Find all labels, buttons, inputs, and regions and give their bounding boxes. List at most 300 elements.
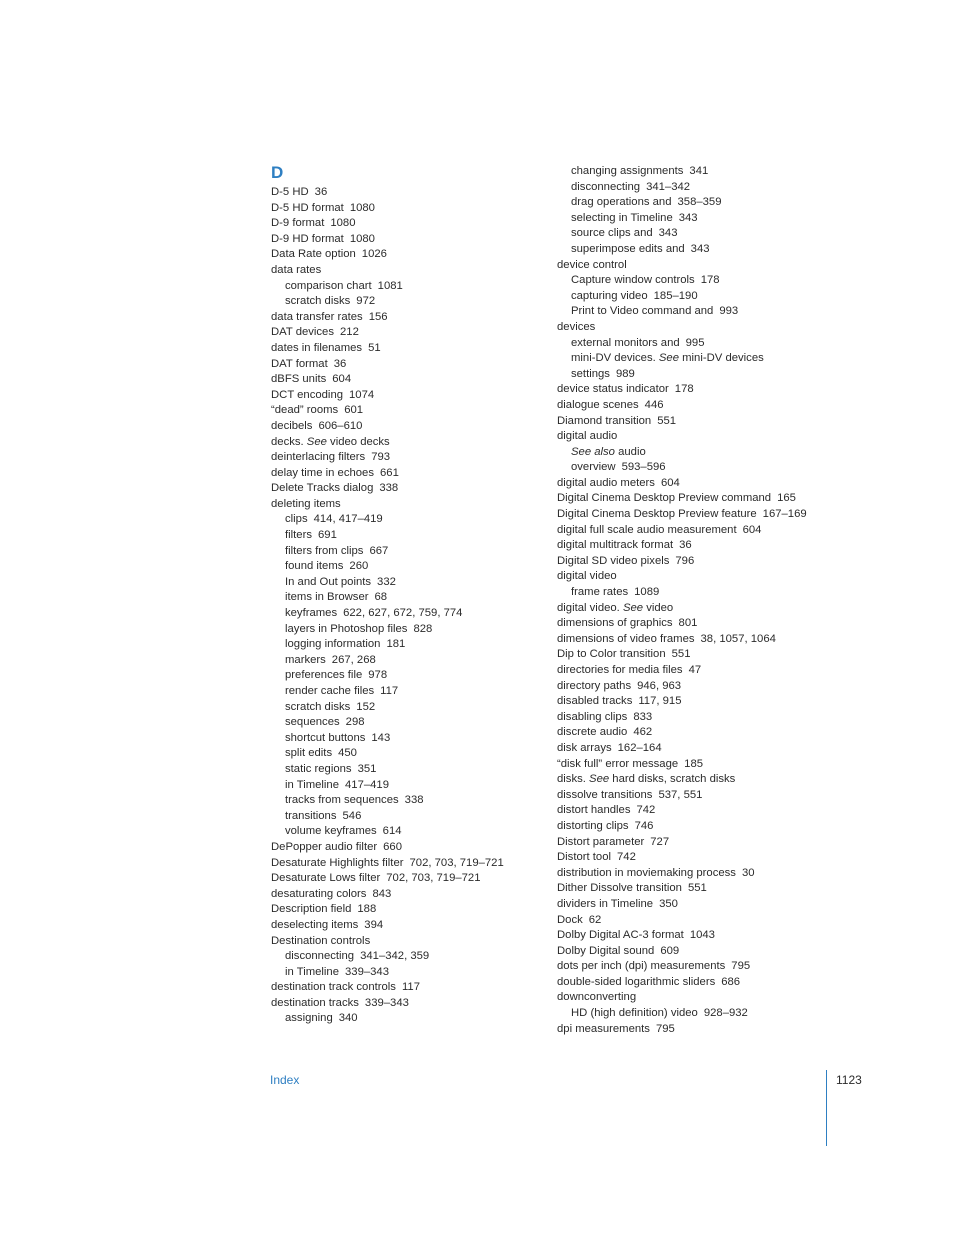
index-term: D-5 HD format [271,201,344,214]
index-entry [271,450,504,466]
index-entry [557,788,807,804]
index-term: DCT encoding [271,388,344,401]
index-entry [557,959,807,975]
index-entry [557,476,807,492]
page-reference[interactable]: 450 [338,747,357,760]
index-term: dissolve transitions [557,788,653,801]
index-entry [271,700,504,716]
index-entry [271,403,504,419]
index-term: overview [571,461,616,474]
index-term: preferences file [285,669,363,682]
index-term: Print to Video command and [571,305,714,318]
index-entry [271,528,504,544]
page-reference[interactable]: 332 [377,575,396,588]
index-term: distorting clips [557,819,629,832]
index-entry [271,637,504,653]
index-term: destination tracks [271,996,359,1009]
index-term: desaturating colors [271,887,367,900]
index-entry [271,512,504,528]
index-term: found items [285,560,344,573]
page-reference[interactable]: 152 [356,700,376,713]
index-entry [271,497,504,513]
index-entry [557,273,807,289]
index-entry [557,351,807,367]
index-entry [557,491,807,507]
see-reference-target[interactable]: hard disks, scratch disks [612,773,736,786]
index-term: Distort tool [557,851,611,864]
index-entry [557,881,807,897]
index-term: Digital Cinema Desktop Preview command [557,492,772,505]
page-reference[interactable]: 338 [379,482,399,495]
page-reference[interactable]: 993 [719,305,739,318]
page-reference[interactable]: 117 [401,981,420,994]
page-reference[interactable]: 62 [588,913,602,926]
page-reference[interactable]: 260 [349,560,369,573]
index-entry [557,180,807,196]
page-reference[interactable]: 341–342 [646,180,691,193]
index-entry [271,887,504,903]
page-reference[interactable]: 593–596 [621,461,666,474]
index-entry [557,242,807,258]
index-term: clips [285,513,308,526]
index-entry [557,975,807,991]
index-term: shortcut buttons [285,731,366,744]
index-term: static regions [285,762,352,775]
page-reference[interactable]: 978 [368,669,388,682]
index-entry [271,746,504,762]
page-reference[interactable]: 795 [731,960,751,973]
index-term: layers in Photoshop files [285,622,408,635]
page-reference[interactable]: 341 [689,165,709,177]
index-term: superimpose edits and [571,242,685,255]
index-entry [557,772,807,788]
index-term: device control [557,258,627,271]
index-entry [557,320,807,336]
see-reference-label: See [622,601,644,614]
index-term: dialogue scenes [557,398,639,411]
footer-divider [826,1070,827,1146]
page-reference[interactable]: 339–343 [345,965,389,978]
index-entry [557,694,807,710]
page-reference[interactable]: 341–342, 359 [360,950,430,963]
page-reference[interactable]: 1081 [377,279,403,292]
page-reference[interactable]: 604 [660,476,680,489]
index-term: in Timeline [285,965,339,978]
page-reference[interactable]: 795 [655,1022,675,1035]
index-term: changing assignments [571,165,684,177]
index-entry [557,585,807,601]
page-reference[interactable]: 358–359 [677,196,722,209]
index-term: deinterlacing filters [271,451,366,464]
page-reference[interactable]: 185 [684,757,704,770]
index-entry [557,258,807,274]
index-term: directories for media files [557,664,683,676]
index-term: Delete Tracks dialog [271,482,374,495]
page-reference[interactable]: 462 [633,726,653,739]
index-entry [557,414,807,430]
page-reference[interactable]: 414, 417–419 [313,513,383,526]
footer-section-label[interactable]: Index [270,1073,300,1087]
index-term: double-sided logarithmic sliders [557,975,716,988]
page-reference[interactable]: 117 [380,685,399,697]
page-reference[interactable]: 833 [633,710,653,723]
index-column-right [557,164,807,1037]
page-reference[interactable]: 340 [338,1012,358,1025]
index-term: dimensions of graphics [557,617,673,630]
index-term: digital video [557,570,617,583]
index-term: disconnecting [571,180,641,193]
index-entry [271,684,504,700]
see-reference-label: See [589,773,610,786]
index-entry [271,294,504,310]
see-reference-target[interactable]: mini-DV devices [682,352,764,365]
index-entry [271,809,504,825]
index-entry [271,949,504,965]
page-reference[interactable]: 702, 703, 719–721 [386,872,481,885]
index-term: items in Browser [285,591,369,604]
index-entry [271,653,504,669]
index-entry [557,1006,807,1022]
page-reference[interactable]: 995 [685,336,705,349]
index-entry [271,544,504,560]
index-entry [271,902,504,918]
index-entry [557,569,807,585]
page-reference[interactable]: 702, 703, 719–721 [409,856,504,869]
index-entry [271,980,504,996]
page-reference[interactable]: 946, 963 [637,679,682,692]
page-reference[interactable]: 972 [356,295,376,308]
index-term: Digital SD video pixels [557,554,670,567]
index-entry-list-left [271,185,504,1027]
page-reference[interactable]: 167–169 [762,508,807,521]
page-reference[interactable]: 212 [340,326,359,339]
page-reference[interactable]: 606–610 [318,419,363,432]
page-reference[interactable]: 181 [386,638,406,651]
index-entry [557,616,807,632]
section-letter: D [271,163,284,182]
index-entry [271,325,504,341]
index-entry [271,778,504,794]
index-entry [271,871,504,887]
index-entry [557,803,807,819]
index-term: Destination controls [271,934,371,947]
index-entry [271,559,504,575]
page-reference[interactable]: 928–932 [703,1007,748,1020]
index-term: DePopper audio filter [271,840,378,853]
page-reference[interactable]: 188 [357,903,377,916]
page-reference[interactable]: 604 [742,523,762,536]
index-term: capturing video [571,289,648,302]
index-entry [557,507,807,523]
page-reference[interactable]: 742 [636,804,656,817]
index-term: Diamond transition [557,414,652,427]
page-reference[interactable]: 1089 [634,586,660,599]
index-entry [557,647,807,663]
index-term: downconverting [557,991,637,1004]
page-reference[interactable]: 746 [634,819,654,832]
index-entry [271,575,504,591]
see-reference-target[interactable]: video [646,601,674,614]
index-entry [557,710,807,726]
page-reference[interactable]: 30 [741,866,755,879]
page-reference[interactable]: 828 [413,622,433,635]
index-entry [271,762,504,778]
index-entry [557,429,807,445]
page-reference[interactable]: 162–164 [617,741,662,754]
index-term: digital audio [557,430,618,443]
index-entry [557,741,807,757]
page-reference[interactable]: 36 [679,539,692,552]
page-reference[interactable]: 661 [380,466,399,479]
page-reference[interactable]: 537, 551 [658,788,703,801]
page-reference[interactable]: 742 [617,851,636,864]
page-reference[interactable]: 793 [371,451,391,464]
page-reference[interactable]: 36 [314,186,328,198]
index-entry [557,164,807,180]
page-reference[interactable]: 727 [650,835,670,848]
index-term: directory paths [557,679,632,692]
index-entry [557,928,807,944]
page-reference[interactable]: 36 [333,357,347,370]
index-column-left [271,163,504,1027]
index-term: assigning [285,1012,333,1025]
index-term: transitions [285,809,337,822]
index-entry [557,725,807,741]
index-term: source clips and [571,227,653,240]
page-reference[interactable]: 601 [344,404,364,417]
index-entry [271,435,504,451]
index-term: D-9 format [271,217,325,230]
page-reference[interactable]: 1026 [361,248,387,261]
index-term: keyframes [285,607,338,620]
page-reference[interactable]: 1080 [330,217,356,230]
page-reference[interactable]: 47 [688,664,702,676]
index-term: discrete audio [557,726,628,739]
index-term: Desaturate Lows filter [271,872,381,885]
index-entry [271,824,504,840]
index-term: logging information [285,638,381,651]
page-reference[interactable]: 1080 [349,232,375,245]
page-reference[interactable]: 1043 [689,929,715,942]
index-term: Dither Dissolve transition [557,882,682,895]
index-term: external monitors and [571,336,680,349]
index-term: frame rates [571,586,629,599]
index-entry [557,632,807,648]
index-entry [557,195,807,211]
page-reference[interactable]: 551 [687,882,707,895]
index-entry [271,668,504,684]
page-reference[interactable]: 609 [660,944,680,957]
see-reference-label: See also [571,445,615,458]
see-reference-label: See [306,435,327,448]
index-term: in Timeline [285,778,339,791]
index-term: disks. [557,773,586,786]
index-term: disconnecting [285,950,355,963]
index-term: device status indicator [557,383,669,396]
index-entry [271,1011,504,1027]
index-term: scratch disks [285,295,351,308]
index-term: deleting items [271,497,341,510]
index-entry [271,590,504,606]
page-reference[interactable]: 51 [368,341,381,354]
index-entry [271,731,504,747]
page-reference[interactable]: 1080 [349,201,375,214]
page-reference[interactable]: 686 [721,975,741,988]
index-term: Data Rate option [271,248,356,261]
index-entry [557,601,807,617]
page-reference[interactable]: 165 [777,492,796,505]
index-entry [271,965,504,981]
index-entry [557,866,807,882]
index-entry [557,850,807,866]
page-reference[interactable]: 614 [382,825,402,838]
index-term: “dead” rooms [271,404,339,417]
index-term: DAT devices [271,326,334,339]
index-term: Dip to Color transition [557,648,666,661]
index-term: Digital Cinema Desktop Preview feature [557,508,757,521]
index-term: comparison chart [285,279,372,292]
index-term: digital video. [557,601,620,614]
index-entry [557,554,807,570]
index-entry [271,232,504,248]
index-entry [557,304,807,320]
see-reference-target[interactable]: video decks [330,435,390,448]
page-reference[interactable]: 298 [345,716,365,729]
page-reference[interactable]: 338 [404,794,424,807]
index-term: settings [571,367,610,380]
page-reference[interactable]: 394 [364,918,384,931]
index-entry [557,398,807,414]
page-reference[interactable]: 660 [383,840,402,853]
page-reference[interactable]: 178 [700,274,720,287]
index-term: distribution in moviemaking process [557,866,736,879]
index-entry [271,996,504,1012]
index-term: Distort parameter [557,835,645,848]
index-term: tracks from sequences [285,794,399,807]
index-entry [271,934,504,950]
index-term: devices [557,320,596,333]
page-reference[interactable]: 546 [342,809,362,822]
index-entry [557,226,807,242]
see-reference-target[interactable]: audio [618,445,646,458]
index-entry [557,679,807,695]
page-reference[interactable]: 667 [369,544,389,557]
page-reference[interactable]: 185–190 [653,289,698,302]
page-reference[interactable]: 551 [657,414,677,427]
index-entry [557,336,807,352]
index-term: distort handles [557,804,631,817]
index-entry [557,523,807,539]
page-reference[interactable]: 343 [658,227,678,240]
index-entry [271,793,504,809]
page-reference[interactable]: 178 [674,383,694,396]
page-reference[interactable]: 156 [368,310,388,323]
index-term: dimensions of video frames [557,632,695,645]
index-term: DAT format [271,357,328,370]
page-reference[interactable]: 691 [318,529,337,542]
index-entry [557,367,807,383]
page-reference[interactable]: 417–419 [345,778,389,791]
index-entry [271,606,504,622]
index-entry [271,310,504,326]
page-reference[interactable]: 622, 627, 672, 759, 774 [343,607,463,620]
index-term: Desaturate Highlights filter [271,856,404,869]
index-entry [271,856,504,872]
page-reference[interactable]: 343 [690,242,710,255]
page-reference[interactable]: 446 [644,398,664,411]
see-reference-label: See [658,352,679,365]
index-entry [557,663,807,679]
index-entry [271,263,504,279]
page-reference[interactable]: 143 [371,731,391,744]
page-reference[interactable]: 38, 1057, 1064 [700,632,776,645]
index-term: Dock [557,913,583,926]
page-reference[interactable]: 796 [675,554,695,567]
index-term: digital multitrack format [557,539,674,552]
index-entry [271,357,504,373]
page-reference[interactable]: 801 [678,617,698,630]
index-term: Description field [271,903,352,916]
index-entry [557,897,807,913]
index-term: mini-DV devices. [571,352,656,365]
index-term: Dolby Digital AC-3 format [557,929,684,942]
index-entry [557,819,807,835]
index-entry [271,201,504,217]
page-reference[interactable]: 350 [659,897,678,910]
index-term: volume keyframes [285,825,377,838]
page-reference[interactable]: 604 [332,373,352,386]
index-term: deselecting items [271,918,359,931]
index-term: sequences [285,716,340,729]
index-entry [271,466,504,482]
index-term: split edits [285,747,333,760]
index-entry-list-right [557,164,807,1037]
index-entry [271,918,504,934]
index-entry [557,1022,807,1038]
page-reference[interactable]: 68 [374,591,388,604]
index-term: D-9 HD format [271,232,344,245]
index-term: destination track controls [271,981,396,994]
index-entry [557,382,807,398]
index-entry [271,185,504,201]
page-reference[interactable]: 351 [357,762,377,775]
index-entry [557,211,807,227]
index-term: dBFS units [271,373,327,386]
index-term: In and Out points [285,575,372,588]
index-term: disabled tracks [557,695,633,708]
index-entry [271,372,504,388]
index-term: filters [285,529,312,542]
index-entry [557,445,807,461]
page-reference[interactable]: 1074 [349,388,375,401]
index-term: HD (high definition) video [571,1007,698,1020]
index-entry [557,944,807,960]
page-reference[interactable]: 989 [615,367,635,380]
page-reference[interactable]: 551 [671,648,691,661]
index-term: delay time in echoes [271,466,374,479]
page-reference[interactable]: 117, 915 [638,695,682,708]
index-entry [271,622,504,638]
page-reference[interactable]: 343 [678,211,698,224]
index-entry [271,419,504,435]
index-term: decibels [271,419,313,432]
page-reference[interactable]: 843 [372,887,392,900]
page-reference[interactable]: 339–343 [364,996,409,1009]
page-reference[interactable]: 267, 268 [331,653,376,666]
index-term: selecting in Timeline [571,211,673,224]
index-entry [557,289,807,305]
footer-page-number: 1123 [836,1073,862,1087]
